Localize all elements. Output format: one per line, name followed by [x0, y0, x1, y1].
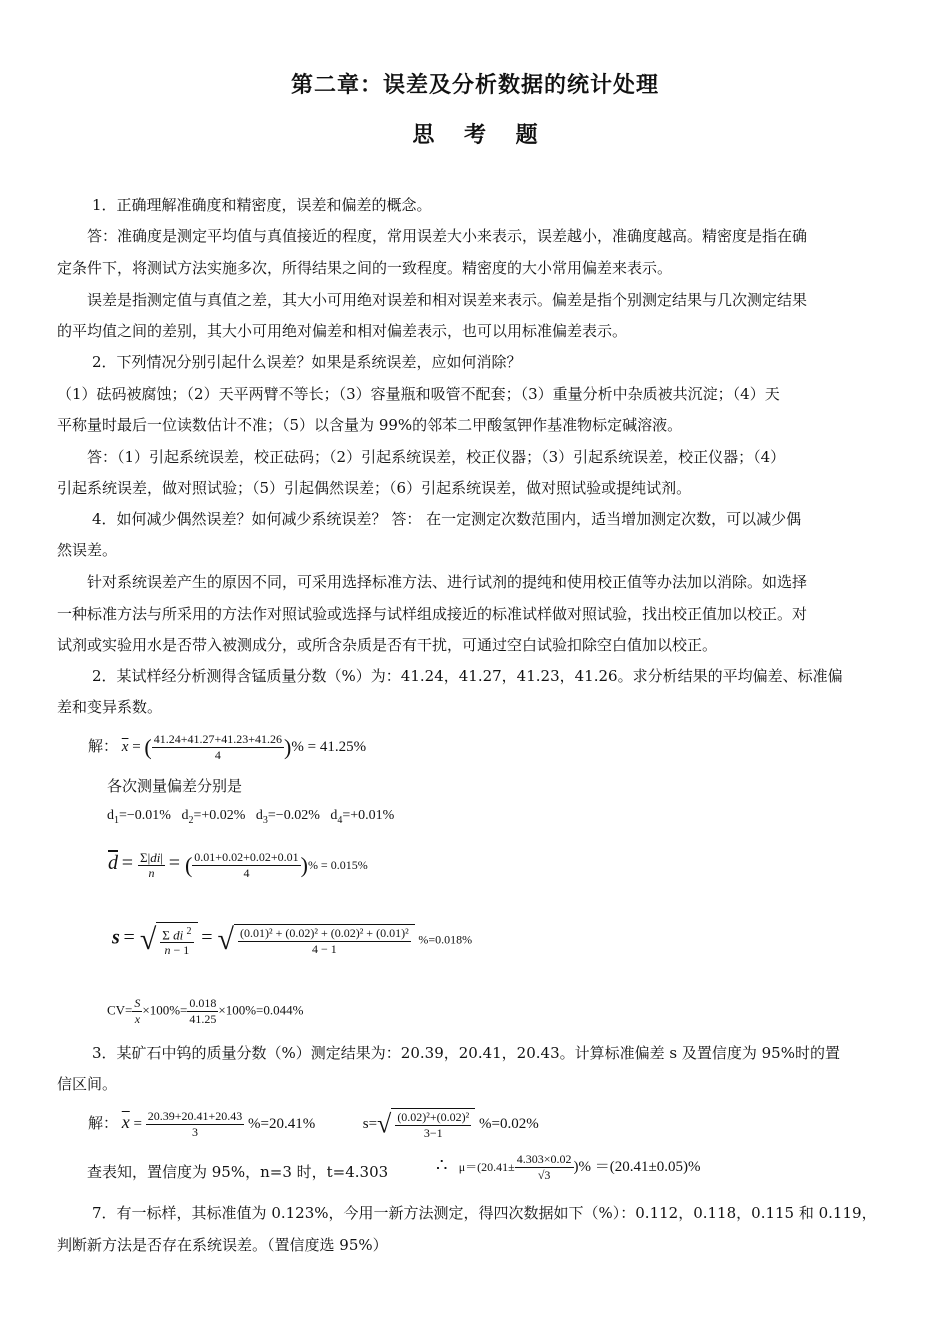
- q3-s-numerator: (0.02)²+(0.02)²: [397, 1110, 470, 1124]
- dbar-denominator: 4: [243, 866, 250, 880]
- problem-7-line-1: 7．有一标样，其标准值为 0.123%，今用一新方法测定，得四次数据如下（%）：0.112，0.118，0.115 和 0.119，: [92, 1204, 877, 1222]
- problem-3-line-1: 3．某矿石中钨的质量分数（%）测定结果为：20.39，20.41，20.43。计算标准偏差 s 及置信度为 95%时的置: [92, 1044, 840, 1062]
- mu-prefix: μ＝(: [458, 1159, 482, 1174]
- answer-2-line-1: 答：（1）引起系统误差，校正砝码；（2）引起系统误差，校正仪器；（3）引起系统误差，校正仪器；（4）: [87, 448, 786, 466]
- answer-1-line-3: 误差是指测定值与真值之差，其大小可用绝对误差和相对误差来表示。偏差是指个别测定结果与几次测定结果: [87, 291, 808, 309]
- formula-mean: 解： $\overline{x}$ = ( $\frac{41.24+41.27+41.23+41.26}{4}$ )% = 41.25%: [88, 732, 367, 762]
- mean-numerator: 41.24+41.27+41.23+41.26: [153, 732, 283, 746]
- question-1: 1．正确理解准确度和精密度，误差和偏差的概念。: [92, 196, 432, 214]
- mean-result: % = 41.25%: [291, 738, 367, 755]
- formula-cv: CV= $\frac{S}{x}$ ×100%= $\frac{0.018}{41.25}$ ×100%=0.044%: [107, 996, 304, 1026]
- therefore-symbol: ∴: [436, 1154, 448, 1175]
- sqrt-values: √ $\frac{\text{(0.01)² + (0.02)² + (0.02)² + (0.01)²}}{4 - 1}$: [218, 923, 415, 957]
- cv-label: CV=: [107, 1002, 133, 1018]
- dbar-fraction: [192, 850, 300, 881]
- d1-value: =−0.01%: [119, 808, 171, 823]
- answer-4-line-2: 一种标准方法与所采用的方法作对照试验或选择与试样组成接近的标准试样做对照试验，找出校正值加以校正。对: [57, 605, 808, 623]
- formula-confidence-interval: [436, 1152, 700, 1183]
- q3-mean-result: %=20.41%: [248, 1115, 316, 1132]
- d2-value: =+0.02%: [193, 808, 246, 823]
- problem-3-line-2: 信区间。: [57, 1075, 118, 1093]
- mu-numerator: 4.303×0.02: [516, 1152, 572, 1166]
- x-bar-symbol-3: $\overline{x}$: [121, 1111, 130, 1132]
- answer-4-line-1: 针对系统误差产生的原因不同，可采用选择标准方法、进行试剂的提纯和使用校正值等办法加以消除。如选择: [87, 573, 808, 591]
- problem-2-line-2: 差和变异系数。: [57, 698, 163, 716]
- mu-denominator: √3: [537, 1168, 551, 1182]
- mu-result: )% ＝(20.41±0.05)%: [573, 1158, 701, 1175]
- q3-sqrt: √ $\frac{\text{(0.02)²+(0.02)²}}{3-1}$: [377, 1108, 475, 1141]
- table-lookup-line: 查表知，置信度为 95%，n=3 时，t=4.303: [87, 1163, 389, 1181]
- problem-7-line-2: 判断新方法是否存在系统误差。（置信度选 95%）: [57, 1236, 388, 1254]
- q3-mean-numerator: 20.39+20.41+20.43: [147, 1109, 243, 1123]
- page-subtitle: 思 考 题: [412, 123, 538, 148]
- question-2: 2．下列情况分别引起什么误差？如果是系统误差，应如何消除？: [92, 353, 522, 371]
- cv-numerator: 0.018: [189, 996, 217, 1010]
- d-bar-symbol: $\overline{d}$: [108, 851, 118, 874]
- answer-1-line-4: 的平均值之间的差别，其大小可用绝对偏差和相对偏差表示，也可以用标准偏差表示。: [57, 322, 628, 340]
- x-bar-symbol: $\overline{x}$: [121, 738, 129, 755]
- solution-label-3: 解：: [88, 1115, 119, 1132]
- d3-value: =−0.02%: [267, 808, 320, 823]
- formula-standard-deviation: s = √ $\frac{\Sigma di ^2}{n - 1}$ = √ $\frac{\text{(0.01)² + (0.02)² + (0.02)² + (0.01)²}}{4 - 1}$ %=0.018%: [112, 923, 473, 958]
- dbar-numerator: 0.01+0.02+0.02+0.01: [194, 850, 299, 864]
- answer-1-line-2: 定条件下，将测试方法实施多次，所得结果之间的一致程度。精密度的大小常用偏差来表示。: [57, 259, 673, 277]
- q3-mean-fraction: [146, 1109, 245, 1140]
- mean-fraction: [152, 732, 284, 763]
- mu-center: 20.41±: [481, 1159, 515, 1174]
- dbar-result: % = 0.015%: [307, 857, 368, 872]
- s-radicand: (0.01)² + (0.02)² + (0.02)² + (0.01)²: [240, 925, 409, 940]
- page-title: 第二章：误差及分析数据的统计处理: [290, 73, 659, 98]
- q3-s-denominator: 3−1: [423, 1126, 443, 1140]
- mean-denominator: 4: [214, 748, 221, 762]
- answer-1-line-1: 答：准确度是测定平均值与真值接近的程度，常用误差大小来表示，误差越小，准确度越高。精密度是指在确: [87, 227, 808, 245]
- deviations-list: $d_1=-0.01\%$ $d_2=+0.02\%$ $d_3=-0.02\%$ $d_4=+0.01\%$: [107, 808, 395, 826]
- cv-result: ×100%=0.044%: [218, 1002, 304, 1018]
- cv-fraction: [187, 996, 218, 1027]
- answer-2-line-2: 引起系统误差，做对照试验；（5）引起偶然误差；（6）引起系统误差，做对照试验或提纯试剂。: [57, 479, 692, 497]
- q3-mean-denominator: 3: [192, 1125, 198, 1139]
- cv-mid: ×100%=: [142, 1002, 188, 1018]
- question-2-items-2: 平称量时最后一位读数估计不准；（5）以含量为 99%的邻苯二甲酸氢钾作基准物标定碱溶液。: [57, 416, 683, 434]
- problem-2-line-1: 2．某试样经分析测得含锰质量分数（%）为：41.24，41.27，41.23，41.26。求分析结果的平均偏差、标准偏: [92, 667, 843, 685]
- s-symbol: s: [112, 926, 120, 949]
- question-4-cont: 然误差。: [57, 541, 118, 559]
- answer-4-line-3: 试剂或实验用水是否带入被测成分，或所含杂质是否有干扰，可通过空白试验扣除空白值加以校正。: [57, 636, 718, 654]
- q3-s-result: %=0.02%: [479, 1115, 539, 1132]
- cv-denominator: 41.25: [189, 1012, 217, 1026]
- formula-problem-3: 解： $\overline{x}$ = $\frac{20.39+20.41+20.43}{3}$ %=20.41% s=√ $\frac{\text{(0.02)²+(0.02)²}}{3-1}$ %=0.02%: [88, 1109, 539, 1140]
- sum-abs-fraction: $\frac{\Sigma|di|}{n}$: [140, 850, 163, 880]
- s-denominator: 4 − 1: [311, 941, 337, 956]
- sqrt-general: √ $\frac{\Sigma di ^2}{n - 1}$: [140, 922, 198, 958]
- s-result: %=0.018%: [418, 932, 473, 947]
- d4-value: =+0.01%: [342, 808, 395, 823]
- question-2-items-1: （1）砝码被腐蚀；（2）天平两臂不等长；（3）容量瓶和吸管不配套；（3）重量分析中杂质被共沉淀；（4）天: [57, 385, 780, 403]
- question-4: 4．如何减少偶然误差？如何减少系统误差？ 答： 在一定测定次数范围内，适当增加测定次数，可以减少偶: [92, 510, 802, 528]
- formula-average-deviation: $\overline{d}$ = $\frac{\Sigma|di|}{n}$ = ( $\frac{0.01+0.02+0.02+0.01}{4}$ )% = 0.015%: [108, 850, 368, 880]
- solution-label: 解：: [88, 738, 119, 755]
- mu-fraction: [515, 1152, 574, 1183]
- deviation-heading: 各次测量偏差分别是: [107, 777, 243, 795]
